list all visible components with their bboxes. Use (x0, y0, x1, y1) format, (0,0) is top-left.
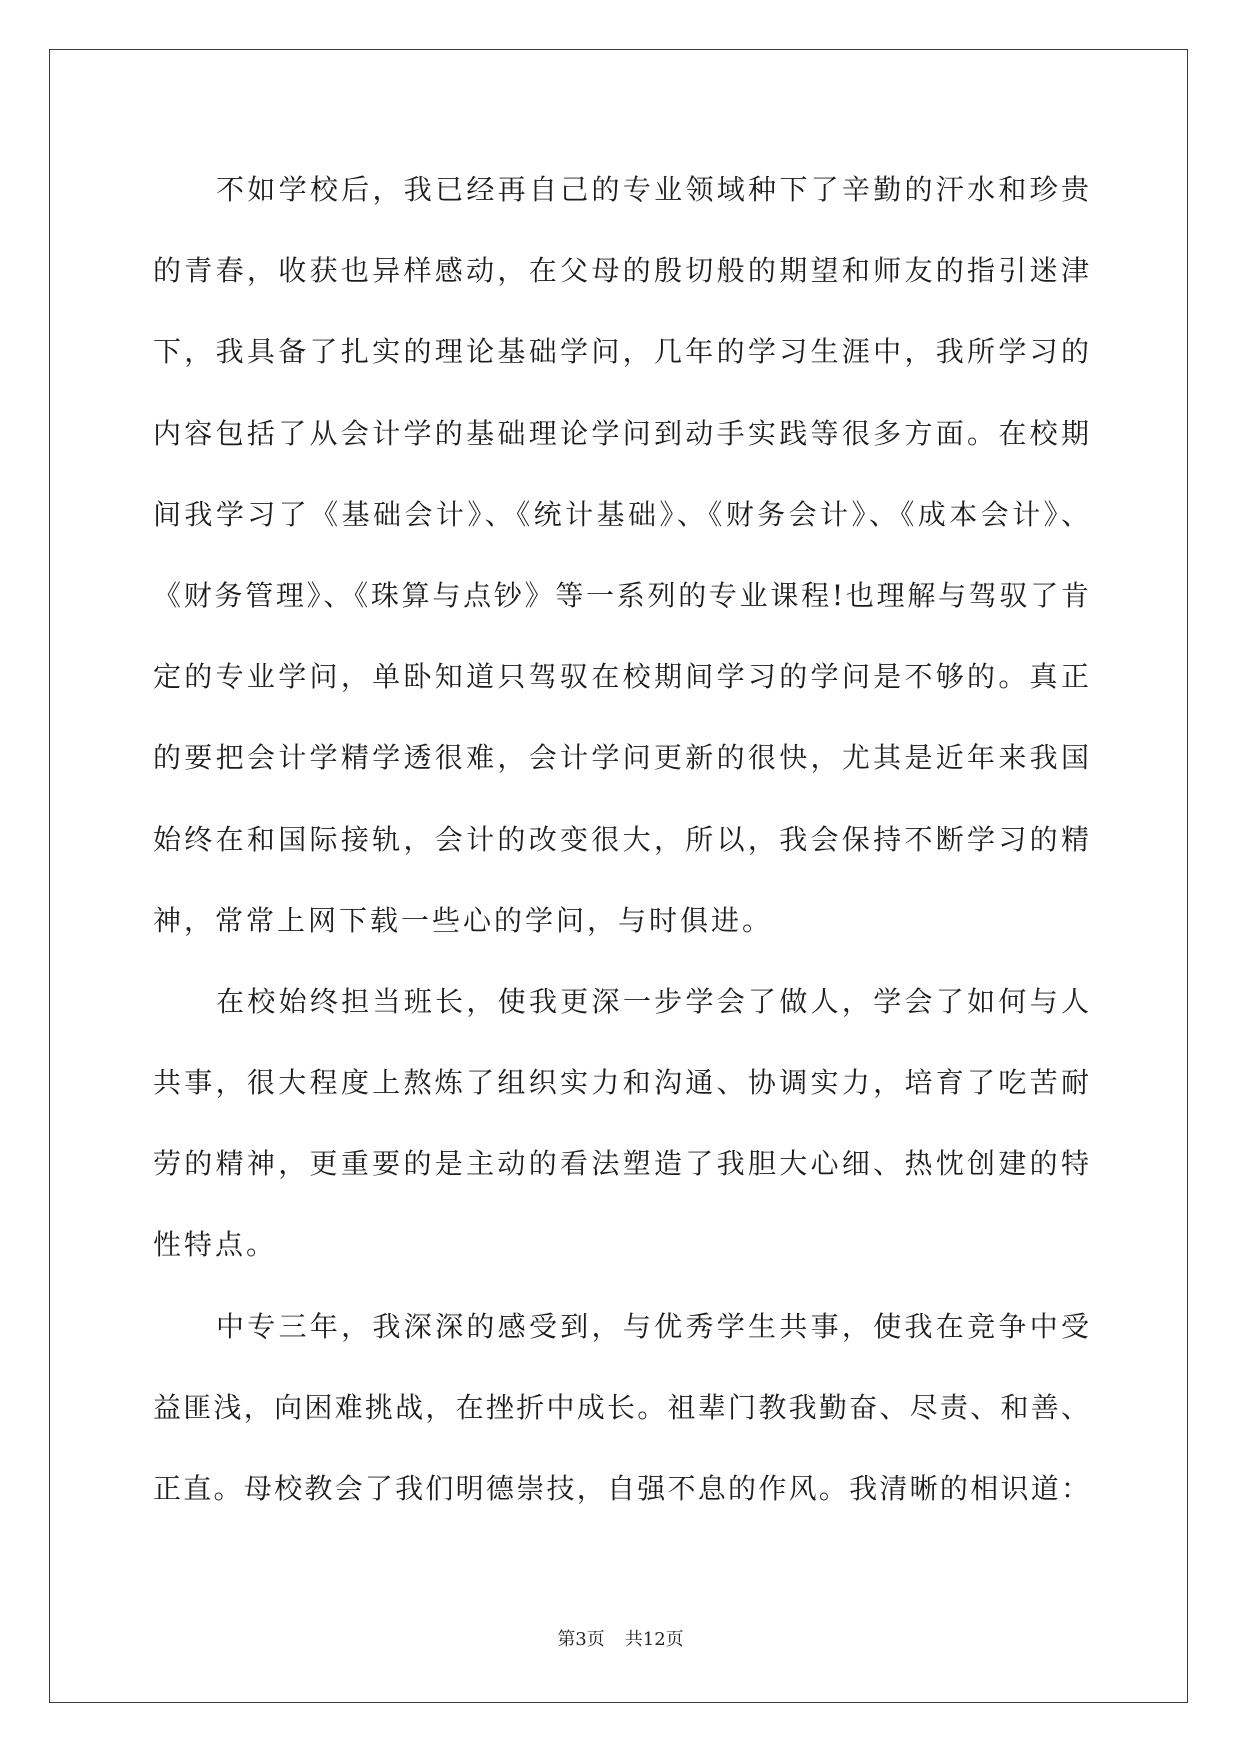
text-line: 中专三年，我深深的感受到，与优秀学生共事，使我在竞争中受 (216, 1309, 1089, 1343)
text-line: 《财务管理》、《珠算与点钞》等一系列的专业课程!也理解与驾驭了肯 (153, 578, 1089, 612)
text-line: 间我学习了《基础会计》、《统计基础》、《财务会计》、《成本会计》、 (153, 497, 1089, 531)
paragraph (153, 1286, 1089, 1530)
text-line: 性特点。 (153, 1228, 278, 1262)
text-line: 劳的精神，更重要的是主动的看法塑造了我胆大心细、热忱创建的特 (153, 1147, 1089, 1181)
text-line: 的要把会计学精学透很难，会计学问更新的很快，尤其是近年来我国 (153, 741, 1089, 775)
text-line: 的青春，收获也异样感动，在父母的殷切般的期望和师友的指引迷津 (153, 254, 1089, 288)
text-line: 共事，很大程度上熬炼了组织实力和沟通、协调实力，培育了吃苦耐 (153, 1066, 1089, 1100)
text-line: 始终在和国际接轨，会计的改变很大，所以，我会保持不断学习的精 (153, 822, 1089, 856)
text-line: 定的专业学问，单卧知道只驾驭在校期间学习的学问是不够的。真正 (153, 660, 1089, 694)
text-line: 正直。母校教会了我们明德崇技，自强不息的作风。我清晰的相识道： (153, 1472, 1089, 1505)
paragraph (153, 149, 1089, 961)
text-line: 下，我具备了扎实的理论基础学问，几年的学习生涯中，我所学习的 (153, 335, 1089, 369)
current-page-number: 第3页 (557, 1629, 605, 1650)
text-line: 益匪浅，向困难挑战，在挫折中成长。祖辈门教我勤奋、尽责、和善、 (153, 1390, 1089, 1424)
page-footer (0, 1625, 1241, 1651)
total-page-count: 共12页 (624, 1629, 684, 1650)
text-line: 神，常常上网下载一些心的学问，与时俱进。 (153, 903, 774, 937)
paragraph (153, 961, 1089, 1286)
text-line: 不如学校后，我已经再自己的专业领域种下了辛勤的汗水和珍贵 (216, 173, 1089, 206)
text-line: 内容包括了从会计学的基础理论学问到动手实践等很多方面。在校期 (153, 416, 1089, 450)
document-body (153, 149, 1089, 1529)
text-line: 在校始终担当班长，使我更深一步学会了做人，学会了如何与人 (216, 984, 1089, 1018)
